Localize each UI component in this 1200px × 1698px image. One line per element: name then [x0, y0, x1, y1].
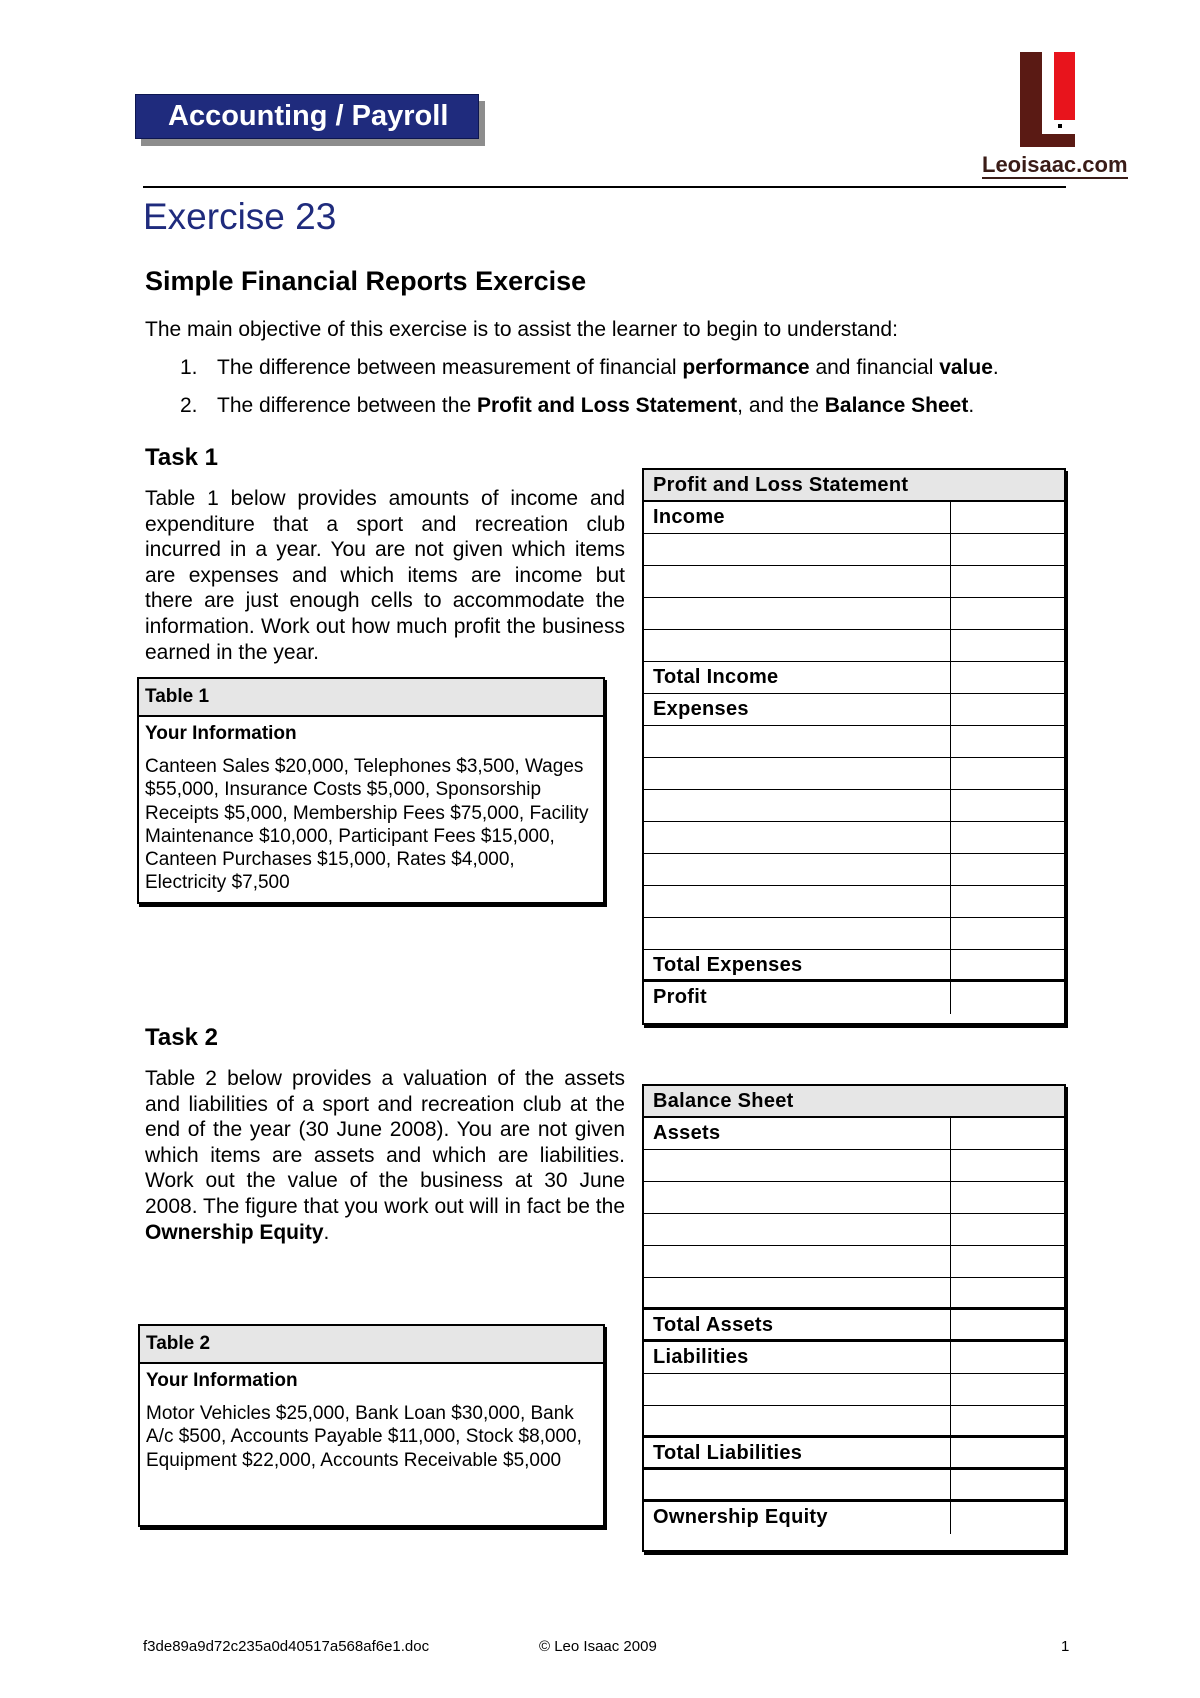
- answer-cell[interactable]: [951, 1214, 1064, 1245]
- page-subtitle: Simple Financial Reports Exercise: [145, 266, 587, 296]
- table1-subtitle: Your Information: [145, 723, 297, 744]
- answer-cell[interactable]: [951, 534, 1064, 565]
- pl-expenses-label: Expenses: [644, 694, 951, 725]
- answer-label-cell[interactable]: [644, 1214, 951, 1245]
- answer-label-cell[interactable]: [644, 886, 951, 917]
- table-row: [644, 630, 1064, 662]
- logo-wordmark: Leoisaac.com: [982, 152, 1128, 177]
- table-row: [644, 758, 1064, 790]
- bs-ownership-equity-label: Ownership Equity: [644, 1502, 951, 1534]
- table-row: [644, 662, 1064, 694]
- answer-label-cell[interactable]: [644, 1246, 951, 1277]
- answer-label-cell[interactable]: [644, 1470, 951, 1499]
- table1-body: Canteen Sales $20,000, Telephones $3,500, Wages $55,000, Insurance Costs $5,000, Sponsorship Receipts $5,000, Membership Fees $75,000, Facility Maintenance $10,000, Participant Fees $15,000, Canteen Purchases $15,000, Rates $4,000, Electricity $7,500: [145, 756, 589, 894]
- pl-total-income-label: Total Income: [644, 662, 951, 693]
- table-row: [644, 1214, 1064, 1246]
- table-row: [644, 1246, 1064, 1278]
- answer-label-cell[interactable]: [644, 918, 951, 949]
- answer-label-cell[interactable]: [644, 758, 951, 789]
- answer-label-cell[interactable]: [644, 1150, 951, 1181]
- answer-label-cell[interactable]: [644, 854, 951, 885]
- table-row: [644, 1150, 1064, 1182]
- answer-cell[interactable]: [951, 822, 1064, 853]
- answer-cell[interactable]: [951, 758, 1064, 789]
- answer-cell[interactable]: [951, 854, 1064, 885]
- table-row: [644, 502, 1064, 534]
- table2-body: Motor Vehicles $25,000, Bank Loan $30,000, Bank A/c $500, Accounts Payable $11,000, Stock $8,000, Equipment $22,000, Accounts Receivable $5,000: [146, 1403, 582, 1471]
- answer-cell[interactable]: [951, 598, 1064, 629]
- table2-info-box: [138, 1324, 605, 1527]
- answer-cell[interactable]: [951, 1278, 1064, 1307]
- answer-cell[interactable]: [951, 630, 1064, 661]
- answer-label-cell[interactable]: [644, 1278, 951, 1307]
- answer-cell[interactable]: [951, 1310, 1064, 1339]
- table1-info-box: [137, 677, 605, 904]
- answer-cell[interactable]: [951, 886, 1064, 917]
- table-row: [644, 854, 1064, 886]
- pl-total-expenses-label: Total Expenses: [644, 950, 951, 979]
- answer-label-cell[interactable]: [644, 1406, 951, 1435]
- answer-label-cell[interactable]: [644, 822, 951, 853]
- answer-cell[interactable]: [951, 1182, 1064, 1213]
- answer-cell[interactable]: [951, 1470, 1064, 1499]
- table-row: [644, 1086, 1064, 1118]
- table-row: [644, 1118, 1064, 1150]
- task1-heading: Task 1: [145, 444, 218, 471]
- bs-liabilities-label: Liabilities: [644, 1342, 951, 1373]
- answer-label-cell[interactable]: [644, 1374, 951, 1405]
- answer-cell[interactable]: [951, 502, 1064, 533]
- answer-cell[interactable]: [951, 918, 1064, 949]
- answer-cell[interactable]: [951, 1342, 1064, 1373]
- table1-title: Table 1: [139, 679, 603, 717]
- answer-cell[interactable]: [951, 662, 1064, 693]
- objective-item: 1. The difference between measurement of financial performance and financial value.: [180, 356, 999, 379]
- answer-cell[interactable]: [951, 1406, 1064, 1435]
- answer-label-cell[interactable]: [644, 598, 951, 629]
- task2-description: Table 2 below provides a valuation of the assets and liabilities of a sport and recreation club at the end of the year (30 June 2008). You are not given which items are assets and which are liabilities. Work out the value of the business at 30 June 2008. The figure that you work out will in fact be the Ownership Equity.: [145, 1067, 625, 1244]
- table2-subtitle: Your Information: [146, 1370, 298, 1391]
- answer-cell[interactable]: [951, 566, 1064, 597]
- table-row: [644, 726, 1064, 758]
- bs-total-assets-label: Total Assets: [644, 1310, 951, 1339]
- header-rule: [143, 186, 1066, 188]
- answer-label-cell[interactable]: [644, 630, 951, 661]
- pl-title: Profit and Loss Statement: [653, 474, 909, 496]
- table-row: [644, 1182, 1064, 1214]
- answer-cell[interactable]: [951, 1246, 1064, 1277]
- section-banner: Accounting / Payroll: [135, 94, 479, 139]
- table-row: [644, 1406, 1064, 1438]
- answer-label-cell[interactable]: [644, 726, 951, 757]
- answer-label-cell[interactable]: [644, 534, 951, 565]
- table-row: [644, 886, 1064, 918]
- balance-sheet-table: [642, 1084, 1066, 1552]
- answer-cell[interactable]: [951, 726, 1064, 757]
- table-row: [644, 950, 1064, 982]
- pl-income-label: Income: [644, 502, 951, 533]
- table-row: [644, 1502, 1064, 1534]
- bs-assets-label: Assets: [644, 1118, 951, 1149]
- answer-cell[interactable]: [951, 1502, 1064, 1534]
- table-row: [644, 598, 1064, 630]
- table-row: [644, 982, 1064, 1014]
- table-row: [644, 790, 1064, 822]
- table-row: [644, 566, 1064, 598]
- answer-cell[interactable]: [951, 1374, 1064, 1405]
- footer-page-number: 1: [1061, 1638, 1070, 1655]
- answer-cell[interactable]: [951, 790, 1064, 821]
- table-row: [644, 918, 1064, 950]
- table-row: [644, 1342, 1064, 1374]
- table-row: [644, 1374, 1064, 1406]
- bs-total-liabilities-label: Total Liabilities: [644, 1438, 951, 1467]
- table-row: [644, 1310, 1064, 1342]
- table2-title: Table 2: [140, 1326, 603, 1364]
- pl-profit-label: Profit: [644, 982, 951, 1014]
- footer-filename: f3de89a9d72c235a0d40517a568af6e1.doc: [143, 1638, 430, 1655]
- table-row: [644, 694, 1064, 726]
- table-row: [644, 534, 1064, 566]
- table-row: [644, 822, 1064, 854]
- answer-cell[interactable]: [951, 1150, 1064, 1181]
- page-title: Exercise 23: [143, 196, 337, 237]
- answer-cell[interactable]: [951, 1118, 1064, 1149]
- table-row: [644, 470, 1064, 502]
- footer-copyright: © Leo Isaac 2009: [539, 1638, 657, 1655]
- table-row: [644, 1278, 1064, 1310]
- task2-heading: Task 2: [145, 1024, 218, 1051]
- objective-item: 2. The difference between the Profit and Loss Statement, and the Balance Sheet.: [180, 394, 975, 417]
- answer-cell[interactable]: [951, 694, 1064, 725]
- answer-cell[interactable]: [951, 950, 1064, 979]
- intro-text: The main objective of this exercise is to assist the learner to begin to understand:: [145, 318, 898, 341]
- answer-label-cell[interactable]: [644, 566, 951, 597]
- profit-loss-table: [642, 468, 1066, 1025]
- task1-description: Table 1 below provides amounts of income and expenditure that a sport and recreation club incurred in a year. You are not given which items are expenses and which items are income but there are just enough cells to accommodate the information. Work out how much profit the business earned in the year.: [145, 487, 625, 664]
- answer-label-cell[interactable]: [644, 1182, 951, 1213]
- answer-cell[interactable]: [951, 982, 1064, 1014]
- table-row: [644, 1470, 1064, 1502]
- table-row: [644, 1438, 1064, 1470]
- answer-label-cell[interactable]: [644, 790, 951, 821]
- bs-title: Balance Sheet: [653, 1090, 794, 1112]
- answer-cell[interactable]: [951, 1438, 1064, 1467]
